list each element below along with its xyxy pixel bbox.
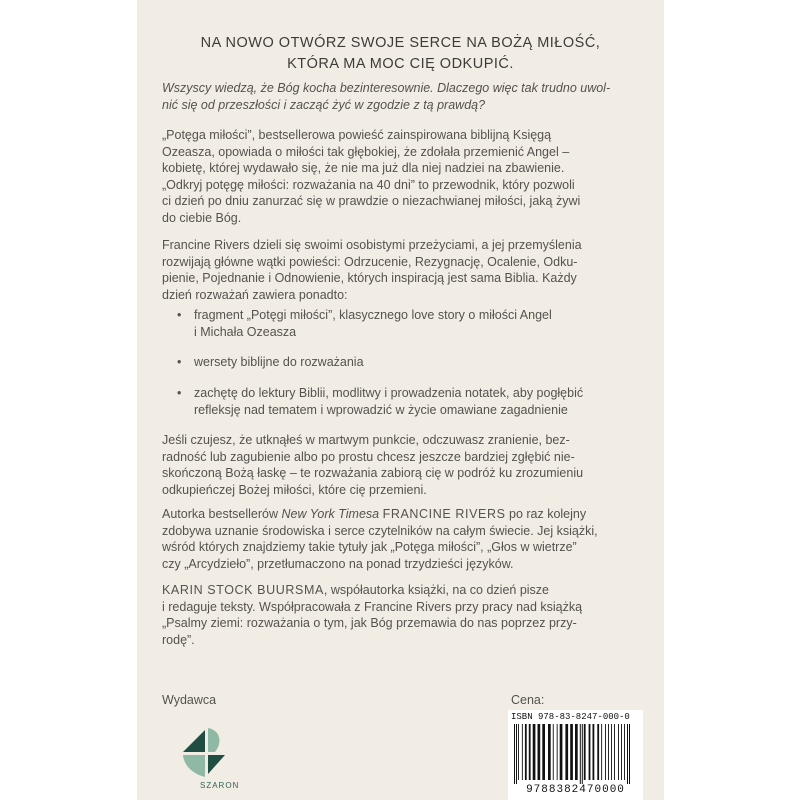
barcode-bar bbox=[557, 724, 558, 780]
author-name: FRANCINE RIVERS bbox=[382, 507, 506, 521]
headline-line: KTÓRA MA MOC CIĘ ODKUPIĆ. bbox=[287, 56, 514, 72]
text-line: Jeśli czujesz, że utknąłeś w martwym punkcie, odczuwasz zranienie, bez- bbox=[162, 433, 570, 447]
text-line: nić się od przeszłości i zacząć żyć w zgodzie z tą prawdą? bbox=[162, 97, 486, 112]
coauthor-name: KARIN STOCK BUURSMA bbox=[162, 583, 324, 597]
barcode-bar bbox=[514, 724, 515, 784]
text-line: KARIN STOCK BUURSMA, współautorka książki, na co dzień pisze bbox=[162, 583, 550, 597]
barcode bbox=[508, 710, 643, 800]
paragraph-author-bio bbox=[162, 506, 642, 572]
barcode-bar bbox=[629, 724, 630, 784]
text-line: odkupieńczej Bożej miłości, które cię przemieni. bbox=[162, 482, 427, 497]
text-line: i Michała Ozeasza bbox=[194, 324, 297, 339]
text-line: „Psalmy ziemi: rozważania o tym, jak Bóg przemawia do nas poprzez przy- bbox=[162, 616, 577, 630]
bullet-marker: • bbox=[177, 308, 182, 322]
barcode-bars bbox=[514, 724, 638, 784]
barcode-bar bbox=[601, 724, 602, 780]
text-line: refleksję nad tematem i wprowadzić w życie omawiane zagadnienie bbox=[194, 402, 568, 417]
barcode-bar bbox=[584, 724, 586, 780]
barcode-bar bbox=[621, 724, 622, 780]
barcode-bar bbox=[608, 724, 609, 780]
headline-line: NA NOWO OTWÓRZ SWOJE SERCE NA BOŻĄ MIŁOŚĆ, bbox=[200, 35, 601, 51]
text-line: Wszyscy wiedzą, że Bóg kocha bezinteresownie. Dlaczego więc tak trudno uwol- bbox=[162, 81, 611, 95]
text-line: wśród których znajdziemy takie tytuły jak „Potęga miłości”, „Głos w wietrze” bbox=[162, 540, 577, 554]
text-line: Ozeasza, opowiada o miłości tak głębokiej, że zdołała przemienić Angel – bbox=[162, 144, 570, 159]
barcode-bar bbox=[611, 724, 612, 780]
text-line: „Odkryj potęgę miłości: rozważania na 40 dni” to przewodnik, który pozwoli bbox=[162, 177, 575, 192]
barcode-bar bbox=[575, 724, 578, 780]
barcode-bar bbox=[525, 724, 527, 780]
paragraph-invitation bbox=[162, 432, 642, 498]
barcode-bar bbox=[516, 724, 517, 784]
paragraph-novel-description bbox=[162, 127, 642, 226]
text-line: ci dzień po dniu zanurzać się w prawdzie o niezachwianej miłości, jaką żywi bbox=[162, 194, 581, 208]
text-line: „Potęga miłości”, bestsellerowa powieść zainspirowana biblijną Księgą bbox=[162, 128, 552, 142]
barcode-bar bbox=[560, 724, 563, 780]
text-line: czy „Arcydzieło”, przetłumaczono na ponad trzydzieści języków. bbox=[162, 556, 514, 571]
barcode-bar bbox=[570, 724, 573, 780]
text-line: i redaguje teksty. Współpracowała z Francine Rivers przy pracy nad książką bbox=[162, 599, 583, 614]
barcode-bar bbox=[565, 724, 568, 780]
text-line: rodę”. bbox=[162, 632, 195, 647]
barcode-bar bbox=[618, 724, 619, 780]
logo-text: SZARON bbox=[200, 781, 240, 790]
text-line: pienie, Pojednanie i Odnowienie, których inspiracją jest sama Biblia. Każdy bbox=[162, 271, 577, 285]
text-line: Autorka bestsellerów New York Timesa FRANCINE RIVERS po raz kolejny bbox=[162, 507, 587, 521]
barcode-bar bbox=[529, 724, 531, 780]
text-line: kobietę, której wydawało się, że nie ma już dla niej nadziei na zbawienie. bbox=[162, 161, 565, 175]
text-line: zdobywa uznanie środowiska i serce czytelników na całym świecie. Jej książki, bbox=[162, 523, 598, 538]
bullet-marker: • bbox=[177, 386, 182, 400]
barcode-bar bbox=[538, 724, 541, 780]
headline bbox=[137, 33, 664, 75]
book-back-cover bbox=[137, 0, 664, 800]
paragraph-coauthor-bio bbox=[162, 582, 642, 648]
paragraph-author-reflections bbox=[162, 237, 642, 303]
barcode-bar bbox=[597, 724, 599, 780]
isbn-number: ISBN 978-83-8247-000-0 bbox=[511, 712, 630, 722]
text-line: skończoną Bożą łaskę – te rozważania zabiorą cię w podróż ku zrozumieniu bbox=[162, 466, 584, 480]
barcode-bar bbox=[593, 724, 595, 780]
barcode-bar bbox=[627, 724, 628, 784]
barcode-bar bbox=[518, 724, 519, 780]
text-line: zachętę do lektury Biblii, modlitwy i prowadzenia notatek, aby pogłębić bbox=[194, 386, 584, 400]
text-line: radność lub zagubienie albo po prostu chcesz jeszcze bardziej zgłębić nie- bbox=[162, 449, 575, 464]
barcode-bar bbox=[533, 724, 536, 780]
text-line: wersety biblijne do rozważania bbox=[194, 355, 364, 369]
barcode-bar bbox=[553, 724, 554, 780]
szaron-logo bbox=[175, 722, 245, 792]
text-line: fragment „Potęgi miłości”, klasycznego love story o miłości Angel bbox=[194, 308, 552, 322]
bullet-marker: • bbox=[177, 355, 182, 369]
text-line: do ciebie Bóg. bbox=[162, 210, 242, 225]
text-line: rozwijają główne wątki powieści: Odrzucenie, Rezygnację, Ocalenie, Odku- bbox=[162, 254, 578, 269]
barcode-bar bbox=[580, 724, 581, 784]
intro-text bbox=[162, 80, 642, 113]
text-line: dzień rozważań zawiera ponadto: bbox=[162, 287, 348, 302]
barcode-bar bbox=[589, 724, 591, 780]
publisher-label: Wydawca bbox=[162, 693, 217, 707]
newspaper-title: New York Timesa bbox=[281, 507, 380, 521]
price-label: Cena: bbox=[511, 693, 545, 707]
barcode-bar bbox=[624, 724, 625, 780]
ean-number: 9788382470000 bbox=[526, 784, 625, 796]
barcode-bar bbox=[542, 724, 545, 780]
barcode-bar bbox=[614, 724, 615, 780]
barcode-bar bbox=[522, 724, 523, 780]
barcode-bar bbox=[548, 724, 551, 780]
barcode-bar bbox=[605, 724, 606, 780]
barcode-bar bbox=[582, 724, 583, 784]
text-line: Francine Rivers dzieli się swoimi osobistymi przeżyciami, a jej przemyślenia bbox=[162, 238, 582, 252]
